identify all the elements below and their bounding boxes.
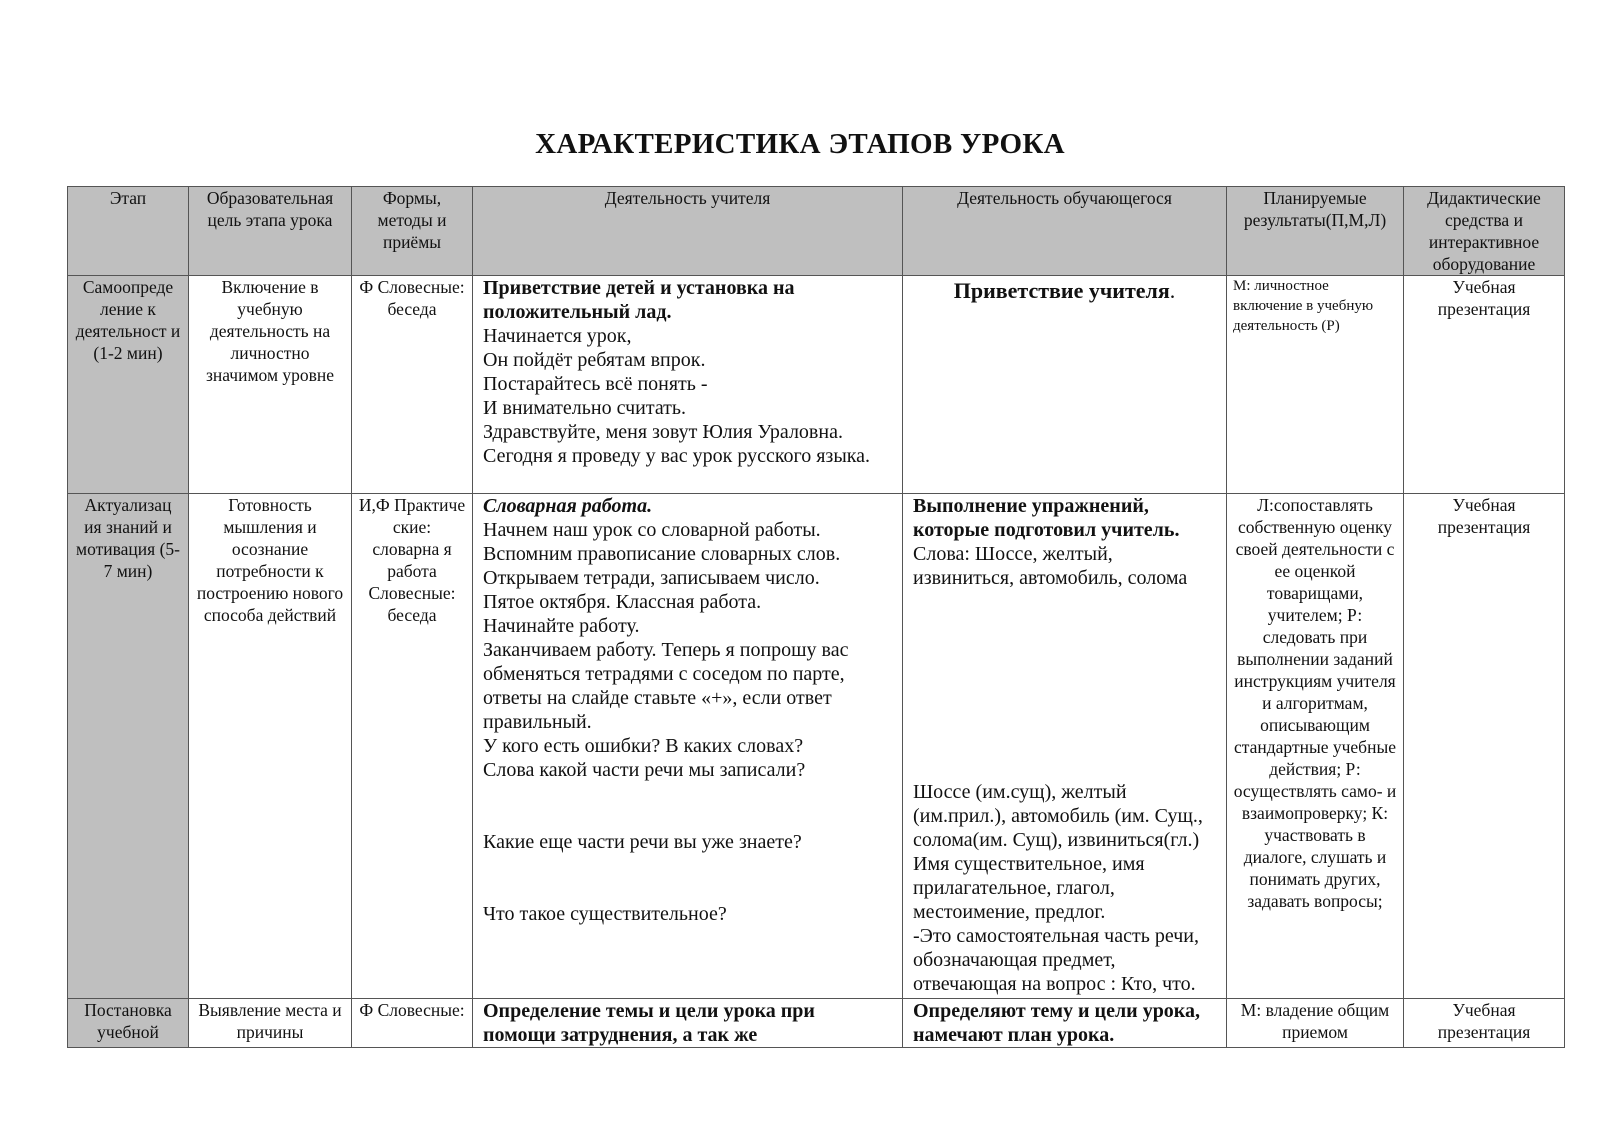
teacher-line: Вспомним правописание словарных слов. — [483, 543, 841, 565]
goal-cell: Включение в учебную деятельность на личностно значимом уровне — [189, 276, 352, 494]
goal-cell: Выявление места и причины — [189, 999, 352, 1048]
results-cell: М: личностное включение в учебную деятельность (Р) — [1227, 276, 1404, 494]
teacher-heading: Определение темы и цели урока при помощи затруднения, а так же — [483, 1000, 815, 1046]
teacher-heading: Приветствие детей и установка на положительный лад. — [483, 277, 795, 323]
lesson-stages-table — [67, 186, 1565, 1048]
teacher-activity-cell — [473, 276, 903, 494]
teacher-line: Постарайтесь всё понять - — [483, 373, 708, 395]
tools-cell: Учебная презентация — [1404, 276, 1565, 494]
teacher-activity-cell — [473, 494, 903, 999]
header-cell-goal: Образовательная цель этапа урока — [189, 187, 352, 276]
table-row — [68, 494, 1565, 999]
student-answer: Имя существительное, имя прилагательное, глагол, местоимение, предлог. — [913, 853, 1145, 923]
student-heading: Приветствие учителя — [953, 278, 1170, 303]
methods-cell: Ф Словесные: — [352, 999, 473, 1048]
teacher-heading: Словарная работа. — [483, 495, 653, 517]
teacher-line: Он пойдёт ребятам впрок. — [483, 349, 706, 371]
table-row — [68, 276, 1565, 494]
methods-cell: Ф Словесные: беседа — [352, 276, 473, 494]
student-activity-cell — [903, 494, 1227, 999]
teacher-line: Начнем наш урок со словарной работы. — [483, 519, 821, 541]
header-cell-student: Деятельность обучающегося — [903, 187, 1227, 276]
results-cell: Л:сопоставлять собственную оценку своей деятельности с ее оценкой товарищами, учителем; Р: следовать при выполнении заданий инструкциям учителя и алгоритмам, описывающим стандартные учебные действия; Р: осуществлять само- и взаимопроверку; К: участвовать в диалоге, слушать и понимать других, задавать вопросы; — [1227, 494, 1404, 999]
teacher-line: Слова какой части речи мы записали? — [483, 759, 806, 781]
teacher-question: Что такое существительное? — [483, 903, 727, 925]
results-cell: М: владение общим приемом — [1227, 999, 1404, 1048]
header-cell-tools: Дидактические средства и интерактивное оборудование — [1404, 187, 1565, 276]
stage-cell: Самоопреде ление к деятельност и (1-2 мин) — [68, 276, 189, 494]
header-cell-teacher: Деятельность учителя — [473, 187, 903, 276]
teacher-line: Заканчиваем работу. Теперь я попрошу вас обменяться тетрадями с соседом по парте, ответы на слайде ставьте «+», если ответ правильный. — [483, 639, 849, 733]
header-cell-results: Планируемые результаты(П,М,Л) — [1227, 187, 1404, 276]
page-title: ХАРАКТЕРИСТИКА ЭТАПОВ УРОКА — [535, 128, 1065, 160]
teacher-line: Начинайте работу. — [483, 615, 640, 637]
teacher-line: У кого есть ошибки? В каких словах? — [483, 735, 804, 757]
methods-cell: И,Ф Практиче ские: словарна я работа Словесные: беседа — [352, 494, 473, 999]
teacher-line: И внимательно считать. — [483, 397, 687, 419]
student-heading: Определяют тему и цели урока, намечают план урока. — [913, 1000, 1201, 1046]
student-words: Слова: Шоссе, желтый, извиниться, автомобиль, солома — [913, 543, 1188, 589]
teacher-activity-cell — [473, 999, 903, 1048]
header-row — [68, 187, 1565, 276]
teacher-line: Пятое октября. Классная работа. — [483, 591, 762, 613]
goal-cell: Готовность мышления и осознание потребности к построению нового способа действий — [189, 494, 352, 999]
table-row — [68, 999, 1565, 1048]
stage-cell: Постановка учебной — [68, 999, 189, 1048]
teacher-line: Открываем тетради, записываем число. — [483, 567, 820, 589]
student-answer: -Это самостоятельная часть речи, обозначающая предмет, отвечающая на вопрос : Кто, что. — [913, 925, 1199, 995]
header-cell-stage: Этап — [68, 187, 189, 276]
teacher-line: Здравствуйте, меня зовут Юлия Ураловна. — [483, 421, 843, 443]
student-activity-cell — [903, 999, 1227, 1048]
tools-cell: Учебная презентация — [1404, 999, 1565, 1048]
teacher-question: Какие еще части речи вы уже знаете? — [483, 831, 802, 853]
student-answer: Шоссе (им.сущ), желтый (им.прил.), автомобиль (им. Сущ., солома(им. Сущ), извиниться(гл.) — [913, 781, 1203, 851]
teacher-line: Сегодня я проведу у вас урок русского языка. — [483, 445, 871, 467]
student-activity-cell: Приветствие учителя. — [903, 276, 1227, 494]
teacher-line: Начинается урок, — [483, 325, 632, 347]
student-heading: Выполнение упражнений, которые подготовил учитель. — [913, 495, 1180, 541]
stage-cell: Актуализац ия знаний и мотивация (5-7 мин) — [68, 494, 189, 999]
header-cell-methods: Формы, методы и приёмы — [352, 187, 473, 276]
tools-cell: Учебная презентация — [1404, 494, 1565, 999]
